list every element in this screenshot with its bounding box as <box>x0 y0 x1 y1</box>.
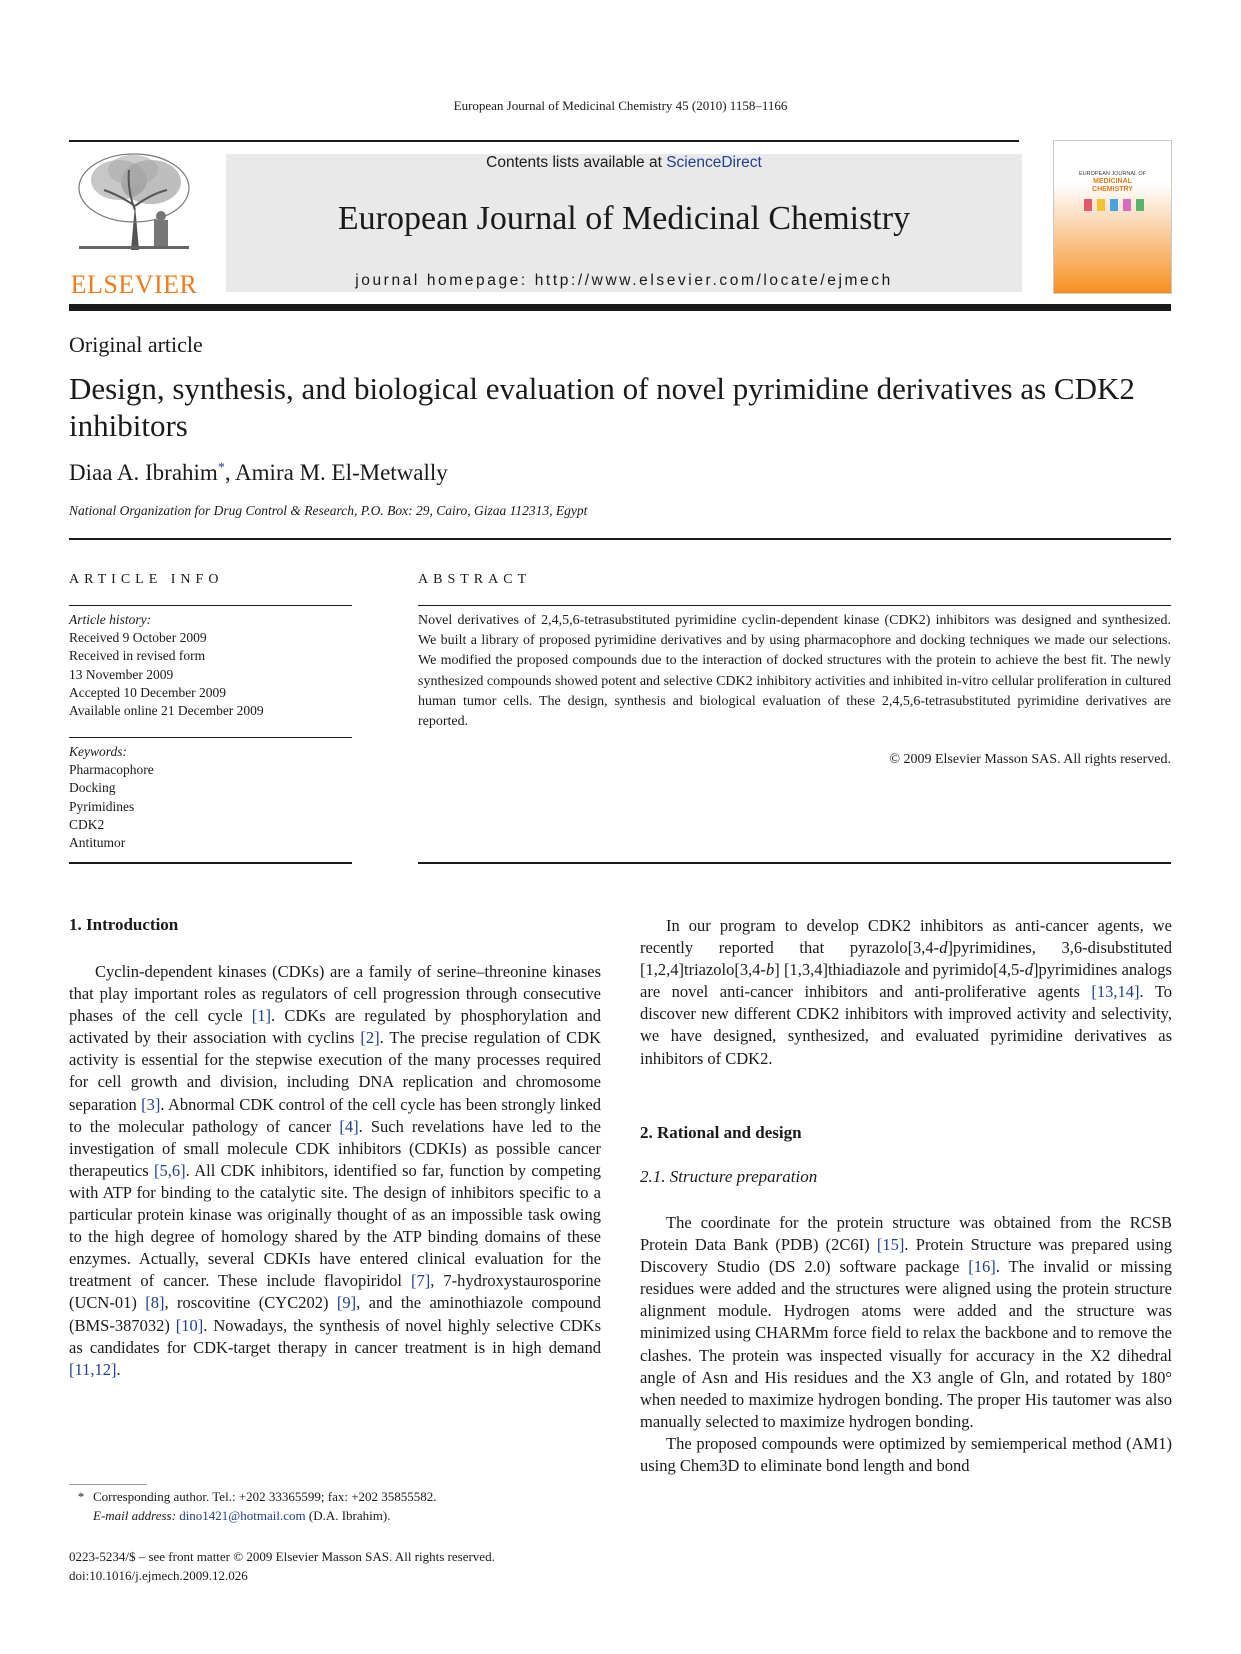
cover-line1: EUROPEAN JOURNAL OF <box>1078 171 1147 177</box>
ref-link[interactable]: [11,12] <box>69 1359 117 1379</box>
ref-link[interactable]: [2] <box>360 1028 380 1048</box>
ref-link[interactable]: [13,14] <box>1091 982 1140 1002</box>
header-rule <box>69 140 1019 142</box>
abstract-text: Novel derivatives of 2,4,5,6-tetrasubstituted pyrimidine cyclin-dependent kinase (CDK2) inhibitors was designed and synthesized. We built a library of proposed pyrimidine derivatives and by using pharmacophore and docking techniques we made our selections. We modified the proposed compounds due to the interaction of docked structures with the protein to achieve the best fit. The newly synthesized compounds showed potent and selective CDK2 inhibitory activities and inhibited in-vitro cellular proliferation in cultured human tumor cells. The design, synthesis and biological evaluation of these 2,4,5,6-tetrasubstituted pyrimidine derivatives are reported. <box>418 613 1171 730</box>
contents-line <box>226 154 1022 172</box>
journal-citation: European Journal of Medicinal Chemistry 45 (2010) 1158–1166 <box>453 98 788 113</box>
history-item: Received 9 October 2009 <box>69 630 207 646</box>
keyword: Docking <box>69 780 116 796</box>
sciencedirect-link[interactable]: ScienceDirect <box>666 154 762 171</box>
ref-link[interactable]: [15] <box>876 1235 905 1255</box>
article-history <box>69 611 264 720</box>
ref-link[interactable]: [8] <box>145 1293 165 1313</box>
ref-link[interactable]: [5,6] <box>154 1160 186 1180</box>
abstract-copyright: © 2009 Elsevier Masson SAS. All rights reserved. <box>889 752 1171 767</box>
article-title: Design, synthesis, and biological evaluation of novel pyrimidine derivatives as CDK2 inhibitors <box>69 371 1135 443</box>
journal-cover-thumbnail <box>1053 140 1172 294</box>
ref-link[interactable]: [9] <box>336 1293 357 1313</box>
ref-link[interactable]: [16] <box>968 1257 996 1277</box>
ref-link[interactable]: [10] <box>175 1315 204 1335</box>
article-info-rule <box>69 605 352 606</box>
ref-link[interactable]: [1] <box>251 1006 272 1026</box>
section-2-1-heading: 2.1. Structure preparation <box>640 1167 818 1186</box>
header-thick-rule <box>69 304 1171 311</box>
issn-line: 0223-5234/$ – see front matter © 2009 Elsevier Masson SAS. All rights reserved. <box>69 1549 495 1564</box>
title-rule <box>69 538 1171 540</box>
elsevier-tree-logo-icon <box>69 150 199 250</box>
author-2: , Amira M. El-Metwally <box>224 460 448 485</box>
email-suffix: (D.A. Ibrahim). <box>305 1507 391 1523</box>
keyword: Pharmacophore <box>69 762 154 778</box>
abstract-bottom-rule <box>418 862 1171 864</box>
footnote <box>69 1488 437 1525</box>
affiliation: National Organization for Drug Control & Research, P.O. Box: 29, Cairo, Gizaa 112313, Egypt <box>69 503 588 518</box>
intro-paragraph: Cyclin-dependent kinases (CDKs) are a family of serine–threonine kinases that play important roles as regulators of cell progression through consecutive phases of the cell cycle [1]. CDKs are regulated by phosphorylation and activated by their association with cyclins [2]. The precise regulation of CDK activity is essential for the stepwise execution of the many processes required for cell growth and division, including DNA replication and chromosome separation [3]. Abnormal CDK control of the cell cycle has been strongly linked to the molecular pathology of cancer [4]. Such revelations have led to the investigation of small molecule CDK inhibitors (CDKIs) as possible cancer therapeutics [5,6]. All CDK inhibitors, identified so far, function by competing with ATP for binding to the catalytic site. The design of inhibitors specific to a particular protein kinase was originally thought of as an impossible task owing to the high degree of homology shared by the ATP binding domains of these enzymes. Actually, several CDKIs have entered clinical evaluation for the treatment of cancer. These include flavopiridol [7], 7-hydroxystaurosporine (UCN-01) [8], roscovitine (CYC202) [9], and the aminothiazole compound (BMS-387032) [10]. Nowadays, the synthesis of novel highly selective CDKs as candidates for CDK-target therapy in cancer treatment is in high demand [11,12]. <box>69 962 602 1379</box>
cover-line2: MEDICINAL <box>1093 178 1132 185</box>
optimization-paragraph: The proposed compounds were optimized by semiemperical method (AM1) using Chem3D to eliminate bond length and bond <box>640 1433 1172 1476</box>
doi-line: doi:10.1016/j.ejmech.2009.12.026 <box>69 1567 248 1583</box>
cover-line3: CHEMISTRY <box>1092 186 1133 193</box>
email-label: E-mail address: <box>93 1507 180 1523</box>
history-item: 13 November 2009 <box>69 666 174 682</box>
history-item: Received in revised form <box>69 648 206 664</box>
ref-link[interactable]: [3] <box>141 1094 161 1114</box>
contents-prefix: Contents lists available at <box>486 154 667 171</box>
ref-link[interactable]: [4] <box>339 1116 359 1136</box>
publisher-wordmark: ELSEVIER <box>70 270 198 299</box>
article-info-bottom-rule <box>69 862 352 864</box>
email-link[interactable]: dino1421@hotmail.com <box>179 1507 306 1523</box>
keywords <box>69 743 154 852</box>
history-item: Available online 21 December 2009 <box>69 703 264 719</box>
footnote-rule <box>69 1484 147 1485</box>
intro-paragraph-2: In our program to develop CDK2 inhibitors as anti-cancer agents, we recently reported that pyrazolo[3,4-d]pyrimidines, 3,6-disubstituted [1,2,4]triazolo[3,4-b] [1,3,4]thiadiazole and pyrimido[4,5-d]pyrimidines analogs are novel anti-cancer inhibitors and anti-proliferative agents [13,14]. To discover new different CDK2 inhibitors with improved activity and selectivity, we have designed, synthesized, and evaluated pyrimidine derivatives as inhibitors of CDK2. <box>640 916 1173 1068</box>
keyword: Antitumor <box>69 835 126 851</box>
journal-homepage[interactable]: journal homepage: http://www.elsevier.com/locate/ejmech <box>355 272 893 289</box>
keywords-rule <box>69 737 352 738</box>
authors <box>69 460 448 486</box>
section-2-heading: 2. Rational and design <box>640 1123 802 1142</box>
cover-figures-icon <box>1084 199 1144 213</box>
structure-preparation-text: The coordinate for the protein structure was obtained from the RCSB Protein Data Bank (PDB) (2C6I) [15]. Protein Structure was prepared using Discovery Studio (DS 2.0) software package [16]. The invalid or missing residues were added and the structures were aligned using the protein structure alignment module. Hydrogen atoms were added and the structure was minimized using CHARMm force field to relax the backbone and to remove the clashes. The protein was inspected visually for accuracy in the X2 dihedral angle of Asn and His residues and the X3 angle of Gln, and rotated by 180° when needed to maximize hydrogen bonding. The proper His tautomer was also manually selected to maximize hydrogen bonding. The proposed compounds were optimized by semiemperical method (AM1) using Chem3D to eliminate bond length and bond <box>640 1212 1172 1477</box>
footnote-mark: * <box>77 1489 85 1504</box>
abstract-rule <box>418 605 1171 606</box>
history-label: Article history: <box>69 612 152 627</box>
keywords-label: Keywords: <box>69 744 127 759</box>
footnote-text: Corresponding author. Tel.: +202 33365599; fax: +202 35855582. <box>93 1489 437 1504</box>
article-type: Original article <box>69 332 203 357</box>
article-info-heading: ARTICLE INFO <box>69 572 224 587</box>
history-item: Accepted 10 December 2009 <box>69 684 227 700</box>
author-1: Diaa A. Ibrahim <box>69 460 218 485</box>
keyword: Pyrimidines <box>69 798 135 814</box>
section-1-heading: 1. Introduction <box>69 915 179 934</box>
keyword: CDK2 <box>69 816 105 832</box>
abstract-heading: ABSTRACT <box>418 572 532 587</box>
corresponding-author-mark[interactable]: * <box>217 460 225 476</box>
journal-title: European Journal of Medicinal Chemistry <box>337 200 911 237</box>
front-matter-notice <box>69 1548 495 1585</box>
ref-link[interactable]: [7] <box>410 1271 431 1291</box>
